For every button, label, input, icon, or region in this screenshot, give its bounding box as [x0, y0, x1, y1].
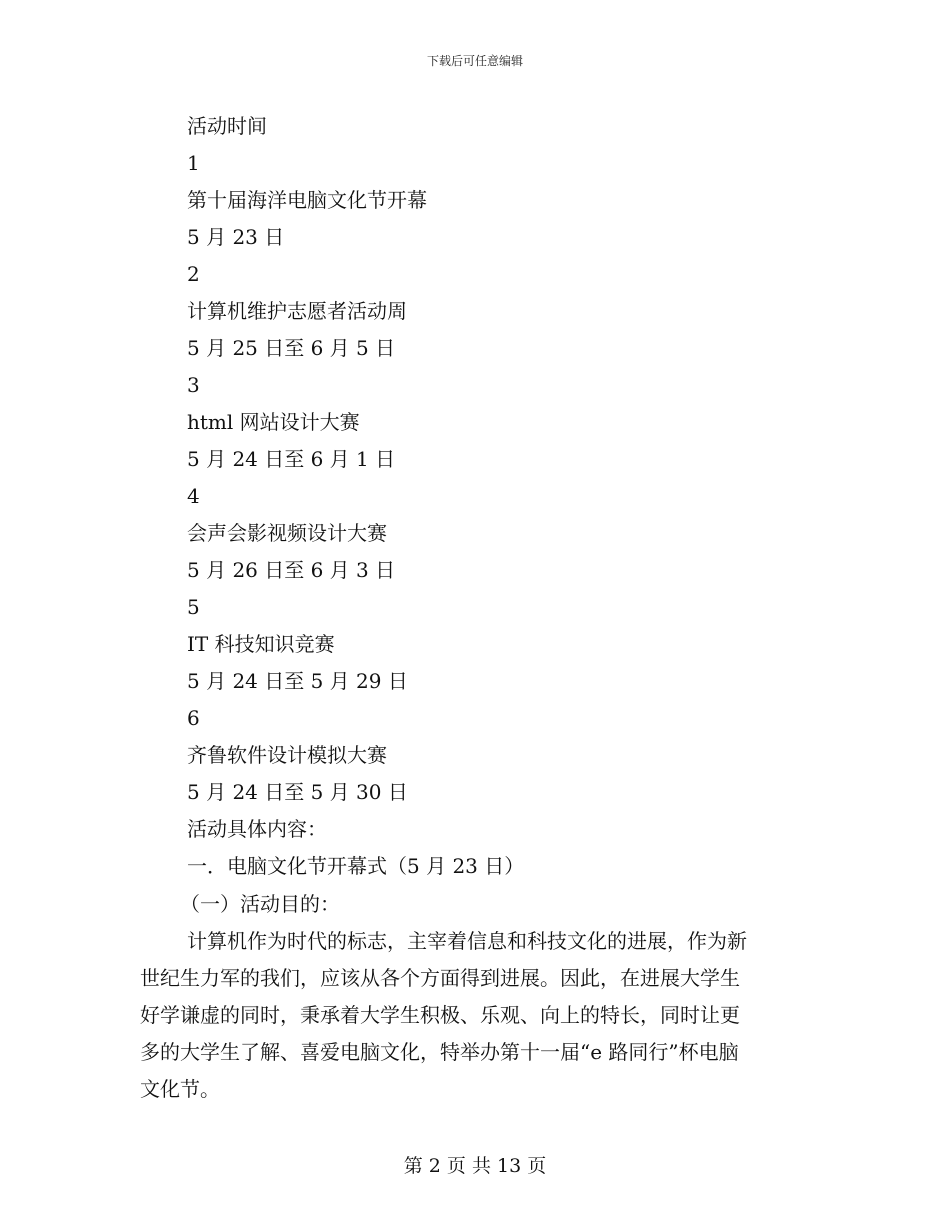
schedule-item-date: 5 月 25 日至 6 月 5 日 — [187, 336, 396, 360]
schedule-item-number: 1 — [187, 151, 200, 175]
paragraph-line: 好学谦虚的同时，秉承着大学生积极、乐观、向上的特长，同时让更 — [140, 1003, 740, 1027]
schedule-item-number: 5 — [187, 595, 200, 619]
section-title: 一．电脑文化节开幕式（5 月 23 日） — [187, 854, 525, 878]
schedule-item-number: 2 — [187, 262, 200, 286]
page-header — [0, 52, 950, 70]
schedule-item-date: 5 月 26 日至 6 月 3 日 — [187, 558, 396, 582]
paragraph-line: 世纪生力军的我们，应该从各个方面得到进展。因此，在进展大学生 — [140, 966, 740, 990]
header-note: 下载后可任意编辑 — [426, 54, 523, 68]
schedule-item-date: 5 月 24 日至 6 月 1 日 — [187, 447, 396, 471]
schedule-item-number: 4 — [187, 484, 200, 508]
schedule-item-date: 5 月 24 日至 5 月 29 日 — [187, 669, 408, 693]
schedule-item-title: 会声会影视频设计大赛 — [187, 521, 387, 545]
schedule-item-date: 5 月 23 日 — [187, 225, 285, 249]
schedule-item-number: 6 — [187, 706, 200, 730]
subsection-heading: （一）活动目的： — [180, 892, 340, 916]
schedule-item-title: html 网站设计大赛 — [187, 410, 360, 434]
body-paragraph — [140, 923, 810, 1108]
schedule-item-title: 第十届海洋电脑文化节开幕 — [187, 188, 427, 212]
schedule-item-title: 计算机维护志愿者活动周 — [187, 299, 407, 323]
page-footer — [0, 1153, 950, 1179]
schedule-list — [187, 108, 827, 885]
paragraph-line: 计算机作为时代的标志，主宰着信息和科技文化的进展，作为新 — [187, 929, 747, 953]
section-heading: 活动具体内容： — [187, 817, 327, 841]
page-number: 第 2 页 共 13 页 — [403, 1155, 547, 1177]
paragraph-line: 文化节。 — [140, 1077, 220, 1101]
schedule-item-number: 3 — [187, 373, 200, 397]
schedule-heading: 活动时间 — [187, 114, 267, 138]
schedule-item-title: IT 科技知识竞赛 — [187, 632, 335, 656]
schedule-item-date: 5 月 24 日至 5 月 30 日 — [187, 780, 408, 804]
paragraph-line: 多的大学生了解、喜爱电脑文化，特举办第十一届“e 路同行”杯电脑 — [140, 1040, 739, 1064]
schedule-item-title: 齐鲁软件设计模拟大赛 — [187, 743, 387, 767]
